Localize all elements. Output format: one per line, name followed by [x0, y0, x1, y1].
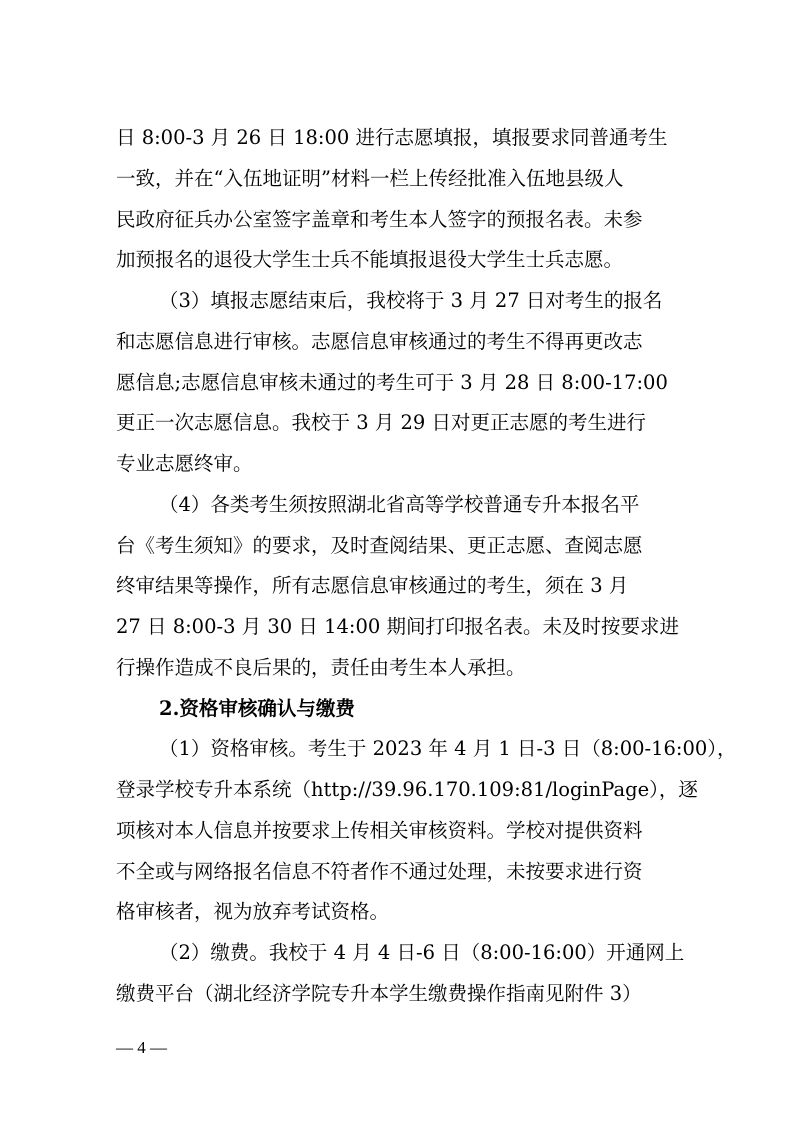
paragraph-start-line: （1）资格审核。考生于 2023 年 4 月 1 日-3 日（8:00-16:00）， — [159, 737, 737, 761]
text-line: 台《考生须知》的要求，及时查阅结果、更正志愿、查阅志愿 — [116, 533, 643, 557]
paragraph-start-line: （3）填报志愿结束后，我校将于 3 月 27 日对考生的报名 — [159, 289, 663, 312]
paragraph-start-line: （2）缴费。我校于 4 月 4 日-6 日（8:00-16:00）开通网上 — [159, 941, 685, 964]
text-line: 加预报名的退役大学生士兵不能填报退役大学生士兵志愿。 — [116, 248, 624, 272]
text-line: 项核对本人信息并按要求上传相关审核资料。学校对提供资料 — [116, 818, 643, 842]
text-line: 日 8:00-3 月 26 日 18:00 进行志愿填报，填报要求同普通考生 — [116, 126, 668, 149]
text-line: 27 日 8:00-3 月 30 日 14:00 期间打印报名表。未及时按要求进 — [116, 615, 679, 638]
body-text — [116, 118, 737, 1015]
text-line: 一致，并在“入伍地证明”材料一栏上传经批准入伍地县级人 — [116, 166, 624, 190]
text-line: 终审结果等操作，所有志愿信息审核通过的考生，须在 3 月 — [116, 574, 629, 598]
text-line: 愿信息;志愿信息审核未通过的考生可于 3 月 28 日 8:00-17:00 — [116, 370, 668, 394]
paragraph-start-line: （4）各类考生须按照湖北省高等学校普通专升本报名平 — [159, 492, 640, 516]
text-line: 和志愿信息进行审核。志愿信息审核通过的考生不得再更改志 — [116, 329, 643, 353]
text-line: 行操作造成不良后果的，责任由考生本人承担。 — [116, 655, 526, 679]
text-line: 专业志愿终审。 — [116, 452, 253, 475]
text-line: 登录学校专升本系统（http://39.96.170.109:81/loginPage），逐 — [116, 778, 698, 801]
text-line: 更正一次志愿信息。我校于 3 月 29 日对更正志愿的考生进行 — [116, 411, 647, 435]
section-heading: 2.资格审核确认与缴费 — [159, 696, 355, 720]
page-number: — 4 — — [116, 1038, 167, 1057]
text-line: 缴费平台（湖北经济学院专升本学生缴费操作指南见附件 3） — [116, 981, 642, 1005]
text-line: 不全或与网络报名信息不符者作不通过处理，未按要求进行资 — [116, 859, 643, 883]
text-line: 民政府征兵办公室签字盖章和考生本人签字的预报名表。未参 — [116, 207, 643, 231]
text-line: 格审核者，视为放弃考试资格。 — [116, 900, 390, 924]
